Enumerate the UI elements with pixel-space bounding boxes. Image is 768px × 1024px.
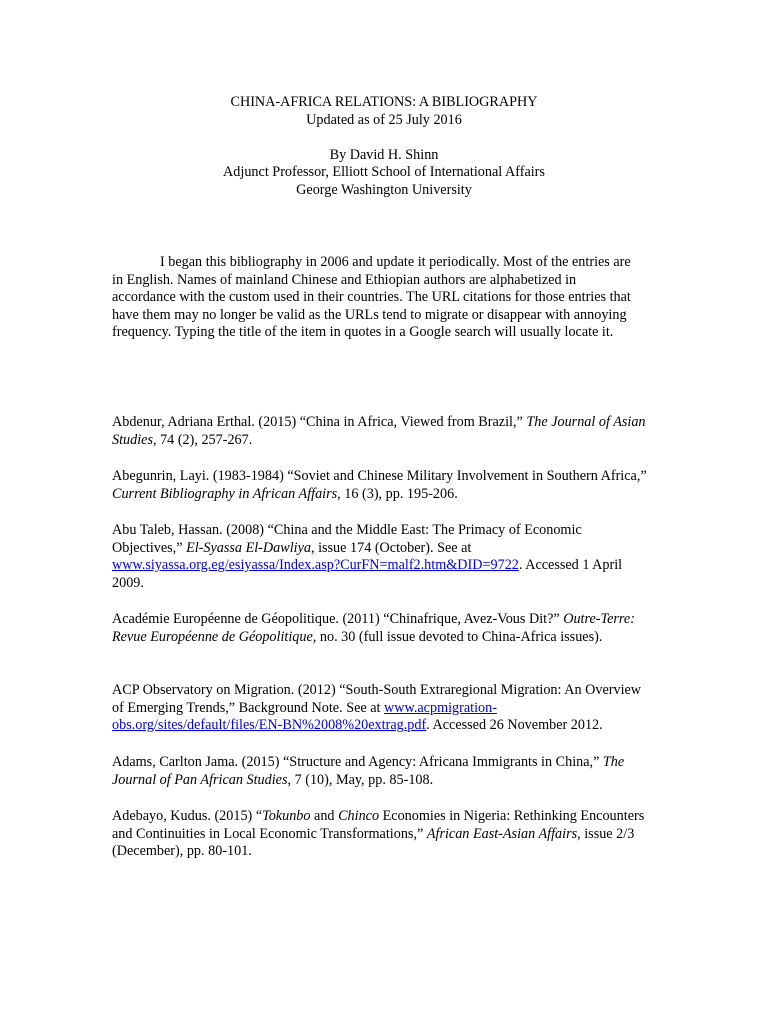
- journal-title: The Journal of Asian Studies: [112, 414, 646, 448]
- bibliography-entry: Académie Européenne de Géopolitique. (2011) “Chinafrique, Avez-Vous Dit?” Outre-Terre: Revue Européenne de Géopolitique, no. 30 (full issue devoted to China-Africa issues).: [112, 611, 635, 645]
- url-link[interactable]: www.acpmigration-obs.org/sites/default/files/EN-BN%2008%20extrag.pdf: [112, 699, 497, 733]
- bibliography-entry: ACP Observatory on Migration. (2012) “South-South Extraregional Migration: An Overview of Emerging Trends,” Background Note. See at www.acpmigration-obs.org/sites/default/files/EN-BN%2008%20extrag.pdf. Accessed 26 November 2012.: [112, 682, 642, 733]
- document-title: CHINA-AFRICA RELATIONS: A BIBLIOGRAPHY: [230, 94, 538, 110]
- url-link[interactable]: www.siyassa.org.eg/esiyassa/Index.asp?CurFN=malf2.htm&DID=9722: [112, 557, 519, 573]
- journal-title: El-Syassa El-Dawliya: [186, 539, 311, 556]
- bibliography-entry: Abdenur, Adriana Erthal. (2015) “China in Africa, Viewed from Brazil,” The Journal of Asian Studies, 74 (2), 257-267.: [112, 414, 646, 448]
- journal-title: African East-Asian Affairs: [426, 825, 578, 842]
- author-byline: By David H. Shinn: [329, 146, 439, 163]
- bibliography-entry: Adams, Carlton Jama. (2015) “Structure and Agency: Africana Immigrants in China,” The Journal of Pan African Studies, 7 (10), May, pp. 85-108.: [112, 754, 625, 788]
- update-date: Updated as of 25 July 2016: [306, 111, 462, 128]
- journal-title: Current Bibliography in African Affairs: [112, 485, 338, 502]
- bibliography-entry: Abegunrin, Layi. (1983-1984) “Soviet and Chinese Military Involvement in Southern Africa,” Current Bibliography in African Affairs, 16 (3), pp. 195-206.: [112, 468, 647, 502]
- bibliography-entry: Abu Taleb, Hassan. (2008) “China and the Middle East: The Primacy of Economic Objectives,” El-Syassa El-Dawliya, issue 174 (October). See at www.siyassa.org.eg/esiyassa/Index.asp?CurFN=malf2.htm&DID=9722. Accessed 1 April 2009.: [112, 522, 623, 591]
- italic-term: Chinco: [338, 808, 380, 824]
- document-header: [0, 94, 768, 199]
- journal-title: Outre-Terre: Revue Européenne de Géopolitique,: [112, 611, 635, 645]
- author-position: Adjunct Professor, Elliott School of International Affairs: [223, 164, 545, 180]
- journal-title: The Journal of Pan African Studies: [112, 754, 625, 788]
- bibliography-entry: Adebayo, Kudus. (2015) “Tokunbo and Chinco Economies in Nigeria: Rethinking Encounters and Continuities in Local Economic Transformations,” African East-Asian Affairs, issue 2/3 (December), pp. 80-101.: [112, 808, 645, 859]
- intro-text: I began this bibliography in 2006 and update it periodically. Most of the entries are in English. Names of mainland Chinese and Ethiopian authors are alphabetized in accordance with the custom used in their countries. The URL citations for those entries that have them may no longer be valid as the URLs tend to migrate or disappear with annoying frequency. Typing the title of the item in quotes in a Google search will usually locate it.: [112, 254, 631, 340]
- author-university: George Washington University: [296, 181, 472, 198]
- intro-paragraph: [112, 254, 642, 342]
- italic-term: Tokunbo: [262, 808, 311, 824]
